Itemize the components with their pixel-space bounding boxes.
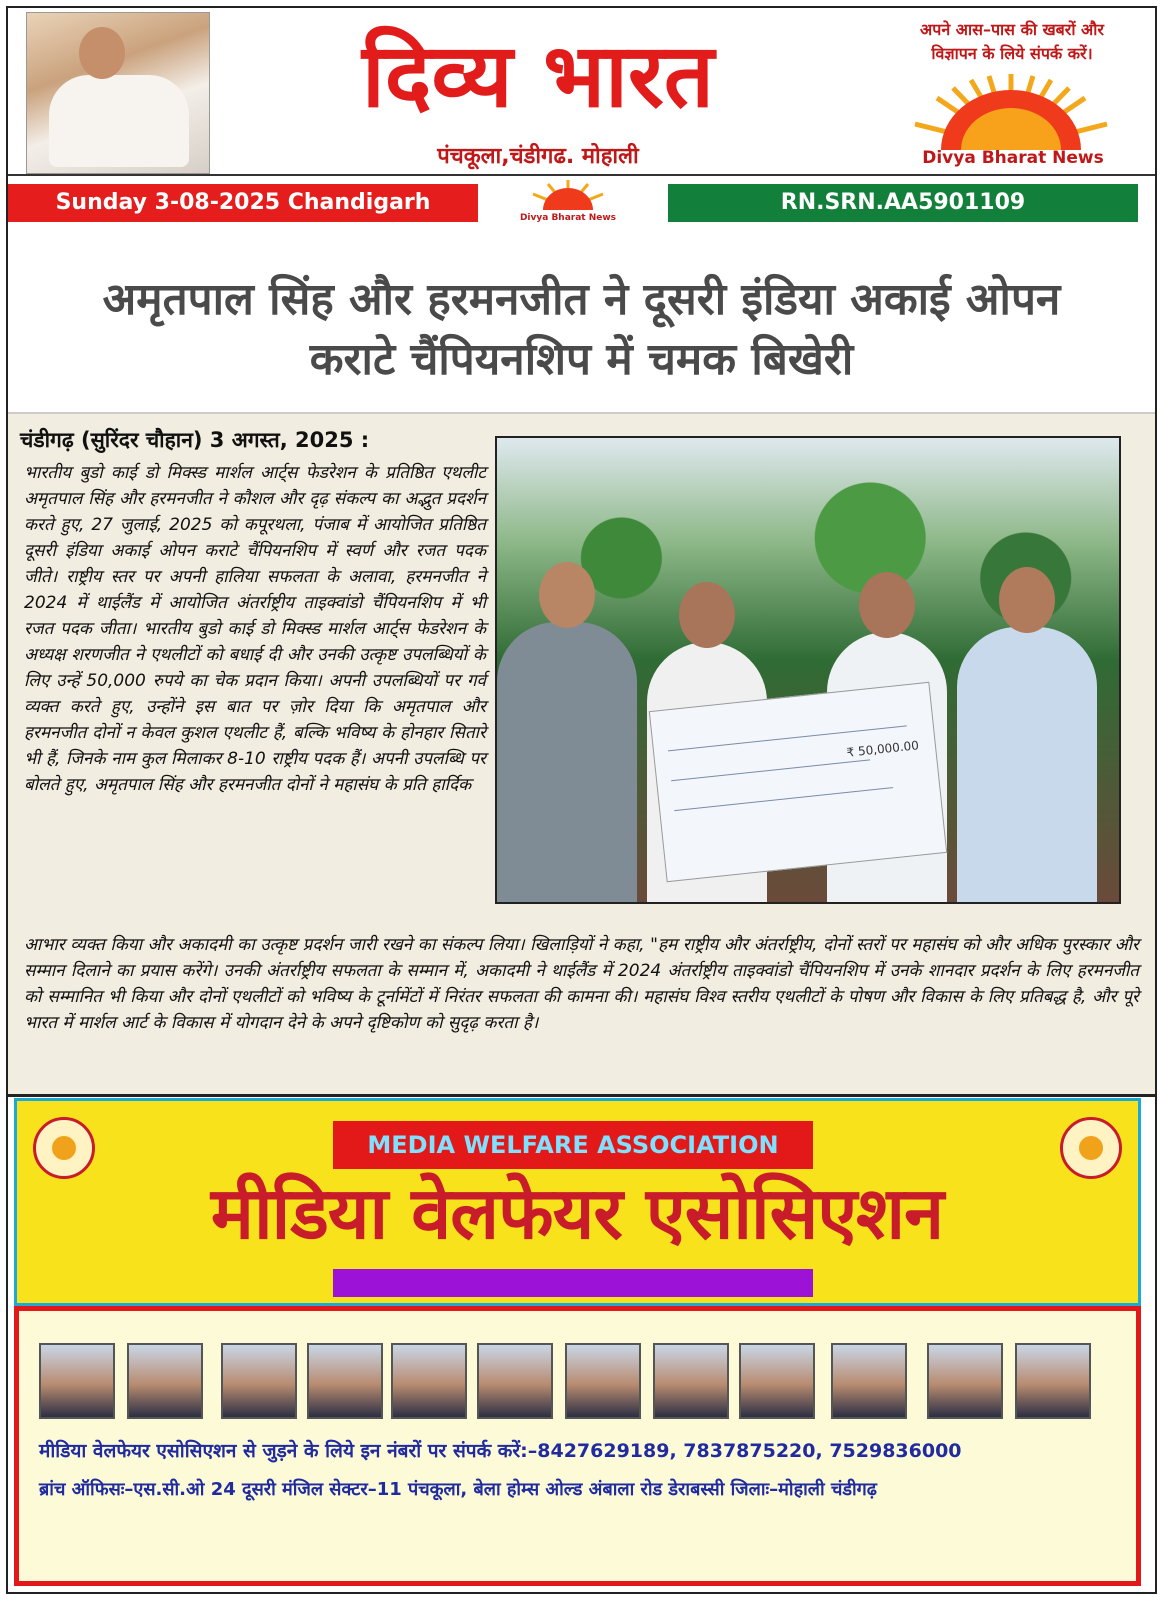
member-photo xyxy=(391,1343,467,1419)
rising-sun-logo-icon xyxy=(901,68,1121,154)
article-photo xyxy=(495,436,1121,904)
contact-note xyxy=(887,18,1137,66)
member-photo xyxy=(221,1343,297,1419)
newspaper-cities: पंचकूला,चंडीगढ. मोहाली xyxy=(437,144,639,169)
article-body-wide: आभार व्यक्त किया और अकादमी का उत्कृष्ट प्रदर्शन जारी रखने का संकल्प लिया। खिलाड़ियों ने कहा, "हम राष्ट्रीय और अंतर्राष्ट्रीय, दोनों स्तरों पर महासंघ को और अधिक पुरस्कार और सम्मान दिलाने का प्रयास करेंगे। उनकी अंतर्राष्ट्रीय सफलता के सम्मान में, अकादमी ने थाईलैंड में 2024 अंतर्राष्ट्रीय ताइक्वांडो चैंपियनशिप में उनके शानदार प्रदर्शन के लिए हरमनजीत को सम्मानित भी किया और दोनों एथलीटों को भविष्य के टूर्नामेंटों में निरंतर सफलता की कामना की। महासंघ विश्व स्तरीय एथलीटों के पोषण और विकास के लिए प्रतिबद्ध है, और पूरे भारत में मार्शल आर्ट के विकास में योगदान देने के अपने दृष्टिकोण को सुदृढ़ करता है। xyxy=(24,935,1139,1033)
founder-portrait xyxy=(26,12,210,174)
headline-line2: कराटे चैंपियनशिप में चमक बिखेरी xyxy=(309,334,854,385)
ad-contact: मीडिया वेलफेयर एसोसिएशन से जुड़ने के लिये इन नंबरों पर संपर्क करें:–8427629189, 7837875220, 7529836000 xyxy=(39,1440,962,1462)
newspaper-title: दिव्य भारत xyxy=(361,23,715,127)
member-photo xyxy=(653,1343,729,1419)
cheque-amount: ₹ 50,000.00 xyxy=(845,738,920,760)
member-photo xyxy=(739,1343,815,1419)
headline-line1: अमृतपाल सिंह और हरमनजीत ने दूसरी इंडिया अकाई ओपन xyxy=(102,274,1061,325)
masthead-divider xyxy=(8,174,1155,176)
newspaper-page xyxy=(6,6,1157,1594)
ad-header xyxy=(14,1098,1141,1306)
contact-note-line1: अपने आस–पास की खबरों और xyxy=(920,20,1104,39)
member-photo xyxy=(1015,1343,1091,1419)
registration-number: RN.SRN.AA5901109 xyxy=(668,184,1138,222)
small-logo-text: Divya Bharat News xyxy=(519,213,617,222)
article xyxy=(8,412,1155,1097)
member-photo xyxy=(307,1343,383,1419)
cheque xyxy=(649,682,947,883)
ad-purple-strip xyxy=(333,1269,813,1297)
masthead xyxy=(8,8,1155,176)
small-sun-logo-icon xyxy=(513,178,623,222)
media-welfare-ad xyxy=(14,1098,1141,1588)
ad-members xyxy=(14,1306,1141,1586)
member-photo xyxy=(565,1343,641,1419)
byline: चंडीगढ़ (सुरिंदर चौहान) 3 अगस्त, 2025 : xyxy=(20,428,370,452)
contact-note-line2: विज्ञापन के लिये संपर्क करें। xyxy=(931,44,1093,63)
brand-name: Divya Bharat News xyxy=(922,148,1104,168)
person-left xyxy=(497,622,637,902)
ad-address: ब्रांच ऑफिसः–एस.सी.ओ 24 दूसरी मंजिल सेक्टर–11 पंचकूला, बेला होम्स ओल्ड अंबाला रोड डेराबस्सी जिलाः–मोहाली चंडीगढ़ xyxy=(39,1479,877,1500)
member-photo xyxy=(39,1343,115,1419)
portrait-robe xyxy=(49,75,189,167)
ad-banner: MEDIA WELFARE ASSOCIATION xyxy=(333,1121,813,1169)
ad-title: मीडिया वेलफेयर एसोसिएशन xyxy=(210,1171,944,1255)
member-photo xyxy=(477,1343,553,1419)
date-bar xyxy=(8,178,1155,224)
portrait-head xyxy=(79,27,125,79)
member-photo xyxy=(831,1343,907,1419)
member-photo xyxy=(927,1343,1003,1419)
headline xyxy=(18,270,1145,390)
member-photo xyxy=(127,1343,203,1419)
edition-date: Sunday 3-08-2025 Chandigarh xyxy=(8,184,478,222)
article-body-column: भारतीय बुडो काई डो मिक्स्ड मार्शल आर्ट्स फेडरेशन के प्रतिष्ठित एथलीट अमृतपाल सिंह और हरमनजीत ने कौशल और दृढ़ संकल्प का अद्भुत प्रदर्शन करते हुए, 27 जुलाई, 2025 को कपूरथला, पंजाब में आयोजित प्रतिष्ठित दूसरी इंडिया अकाई ओपन कराटे चैंपियनशिप में स्वर्ण और रजत पदक जीते। राष्ट्रीय स्तर पर अपनी हालिया सफलता के अलावा, हरमनजीत ने 2024 में थाईलैंड में आयोजित अंतर्राष्ट्रीय ताइक्वांडो चैंपियनशिप में भी रजत पदक जीता। भारतीय बुडो काई डो मिक्स्ड मार्शल आर्ट्स फेडरेशन के अध्यक्ष शरणजीत ने एथलीटों को बधाई दी और उनकी उत्कृष्ट उपलब्धियों के लिए उन्हें 50,000 रुपये का चेक प्रदान किया। अपनी उपलब्धियों पर गर्व व्यक्त करते हुए, उन्होंने इस बात पर ज़ोर दिया कि अमृतपाल और हरमनजीत दोनों न केवल कुशल एथलीट हैं, बल्कि भविष्य के होनहार सितारे भी हैं, जिनके नाम कुल मिलाकर 8-10 राष्ट्रीय पदक हैं। अपनी उपलब्धि पर बोलते हुए, अमृतपाल सिंह और हरमनजीत दोनों ने महासंघ के प्रति हार्दिक xyxy=(24,463,486,795)
member-portraits xyxy=(39,1343,1119,1421)
person-right xyxy=(957,627,1097,902)
